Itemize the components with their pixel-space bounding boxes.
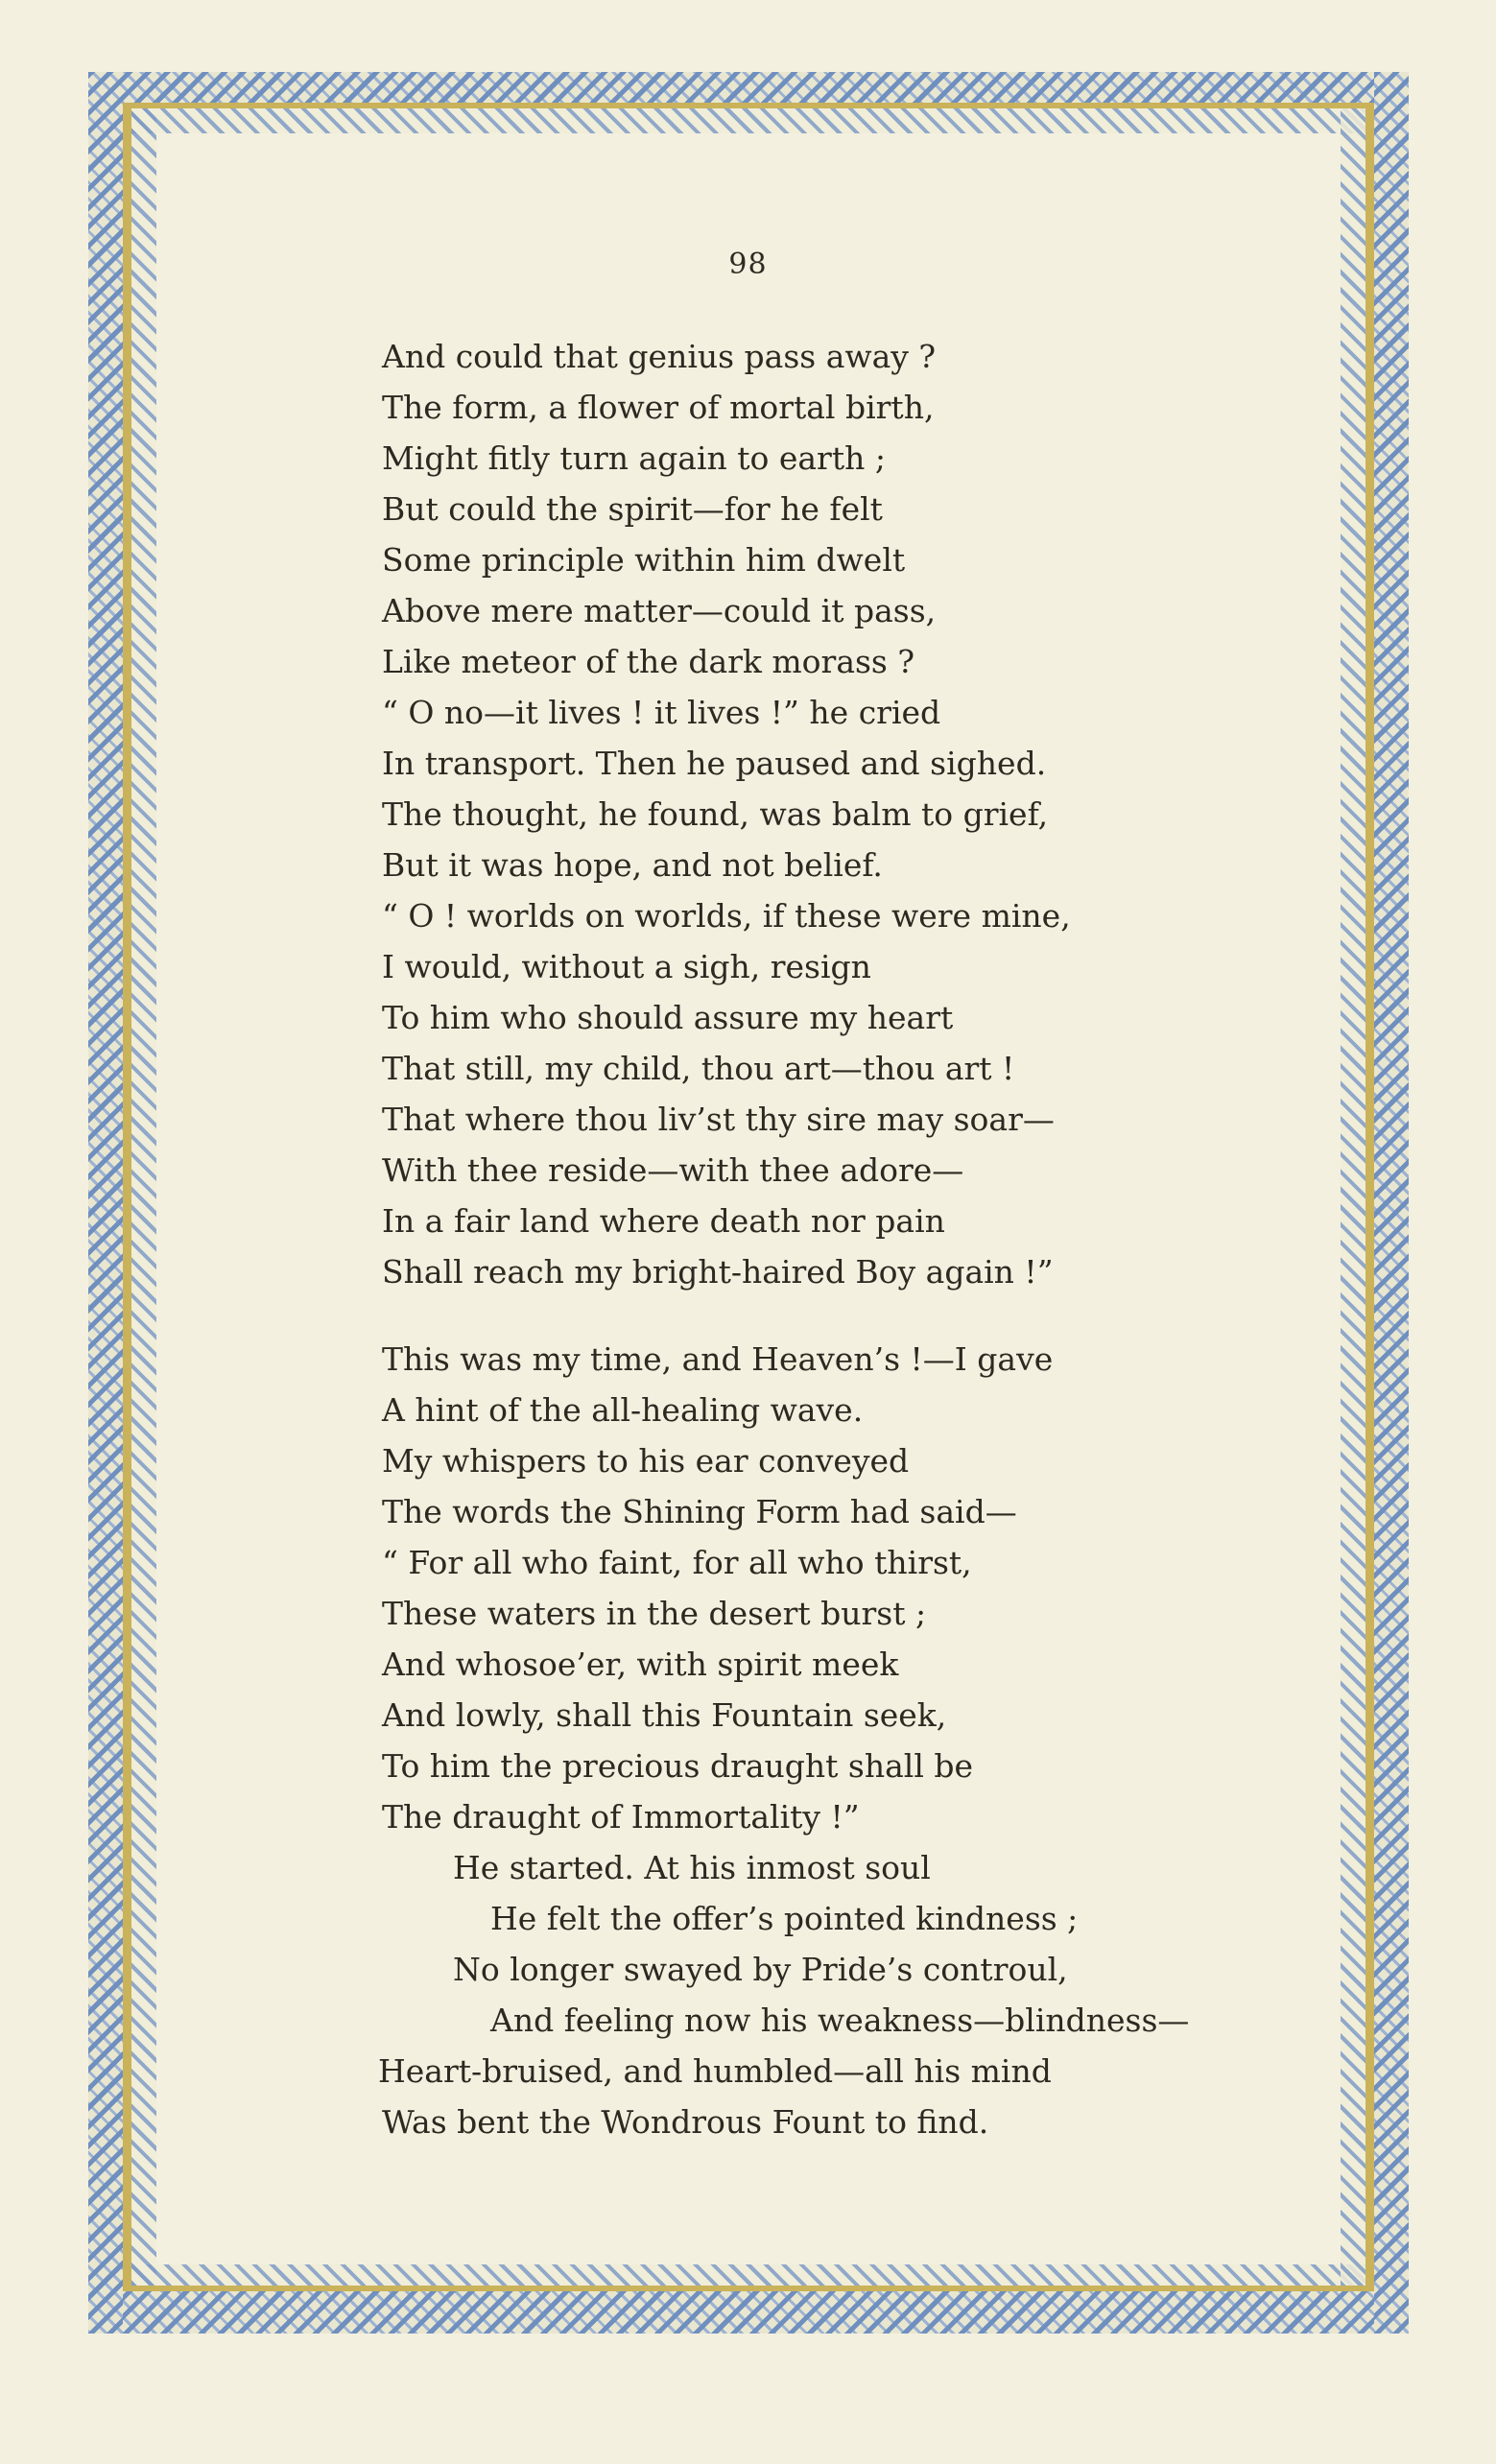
page-number: 98 xyxy=(728,248,768,281)
poem-line: Heart-bruised, and humbled—all his mind xyxy=(378,2052,1052,2090)
poem-line: To him who should assure my heart xyxy=(382,999,954,1036)
poem-line: He started. At his inmost soul xyxy=(453,1849,931,1886)
poem-line: Above mere matter—could it pass, xyxy=(382,592,937,629)
poem-body xyxy=(378,331,1322,2147)
poem-line: And whosoe’er, with spirit meek xyxy=(382,1646,899,1683)
outer-border-left xyxy=(88,72,123,2334)
inner-border-left xyxy=(131,108,156,2286)
poem-line: Shall reach my bright-haired Boy again !” xyxy=(382,1253,1054,1291)
poem-line: The form, a flower of mortal birth, xyxy=(382,389,935,426)
inner-border-bottom xyxy=(131,2264,1365,2286)
poem-line: The draught of Immortality !” xyxy=(382,1798,860,1836)
poem-line: He felt the offer’s pointed kindness ; xyxy=(490,1900,1079,1937)
poem-line: Like meteor of the dark morass ? xyxy=(382,643,915,680)
inner-border-right xyxy=(1341,108,1365,2286)
outer-border-bottom xyxy=(88,2291,1408,2334)
poem-line: The thought, he found, was balm to grief, xyxy=(382,795,1049,833)
poem-line: In a fair land where death nor pain xyxy=(382,1202,945,1240)
poem-line: And could that genius pass away ? xyxy=(382,338,937,375)
poem-line: “ For all who faint, for all who thirst, xyxy=(382,1544,972,1581)
poem-line: No longer swayed by Pride’s controul, xyxy=(453,1951,1068,1988)
poem-line: In transport. Then he paused and sighed. xyxy=(382,745,1047,782)
poem-line: That still, my child, thou art—thou art ! xyxy=(382,1050,1015,1087)
poem-line: To him the precious draught shall be xyxy=(382,1747,974,1785)
poem-line: This was my time, and Heaven’s !—I gave xyxy=(382,1340,1054,1378)
inner-border-top xyxy=(131,108,1365,133)
stanza-1 xyxy=(382,331,1322,1297)
poem-line: Might fitly turn again to earth ; xyxy=(382,439,886,477)
poem-line: But could the spirit—for he felt xyxy=(382,490,883,528)
poem-line: Was bent the Wondrous Fount to find. xyxy=(382,2103,989,2141)
poem-line: That where thou liv’st thy sire may soar— xyxy=(382,1101,1055,1138)
poem-line: Some principle within him dwelt xyxy=(382,541,906,579)
poem-line: My whispers to his ear conveyed xyxy=(382,1442,910,1480)
poem-line: The words the Shining Form had said— xyxy=(382,1493,1017,1530)
outer-border-top xyxy=(88,72,1408,103)
stanza-2 xyxy=(378,1334,1322,2147)
poem-line: “ O no—it lives ! it lives !” he cried xyxy=(382,694,941,731)
outer-border-right xyxy=(1374,72,1409,2334)
poem-line: But it was hope, and not belief. xyxy=(382,846,883,884)
poem-line: These waters in the desert burst ; xyxy=(382,1595,927,1632)
poem-line: And feeling now his weakness—blindness— xyxy=(490,2002,1190,2039)
poem-line: With thee reside—with thee adore— xyxy=(382,1151,964,1189)
poem-line: I would, without a sigh, resign xyxy=(382,948,871,985)
stanza-divider xyxy=(382,1297,1322,1334)
poem-line: “ O ! worlds on worlds, if these were mine, xyxy=(382,897,1071,935)
poem-line: And lowly, shall this Fountain seek, xyxy=(382,1696,947,1734)
poem-line: A hint of the all-healing wave. xyxy=(382,1391,864,1429)
